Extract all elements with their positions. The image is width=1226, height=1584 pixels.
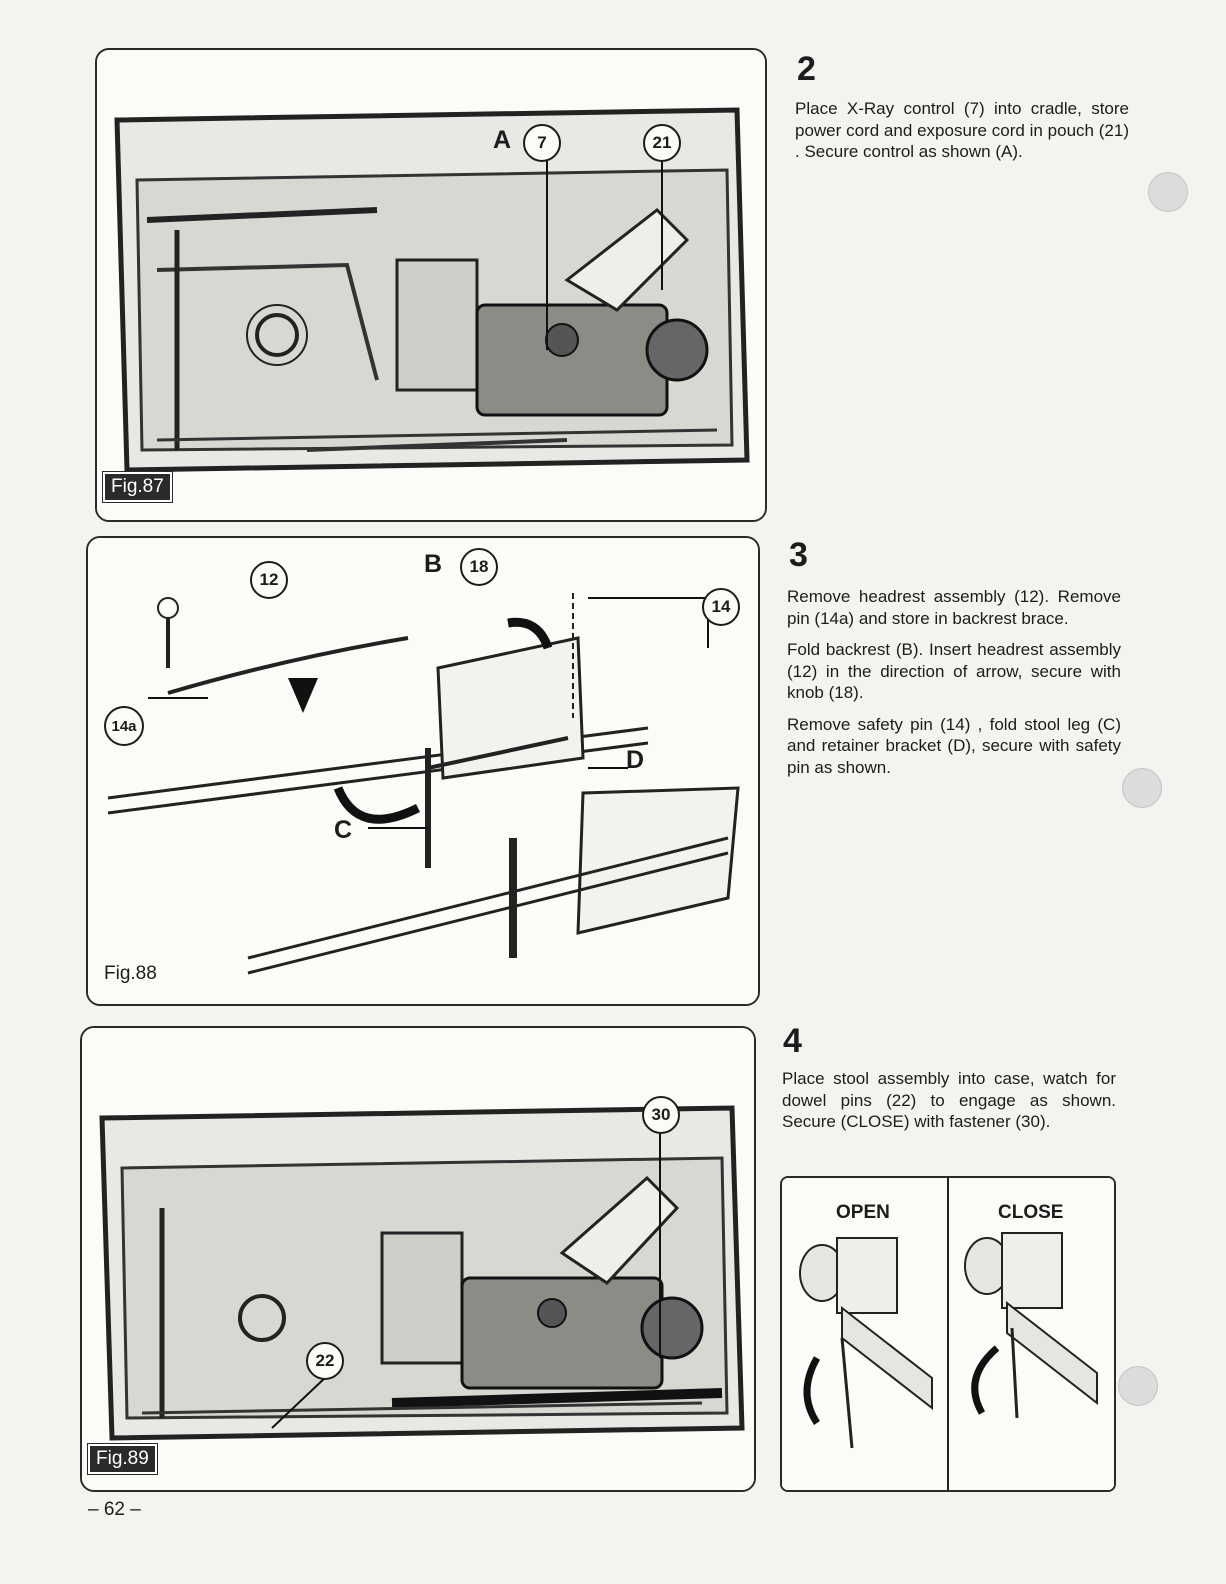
callout-14: 14 <box>702 588 740 626</box>
step-4-paragraph: Place stool assembly into case, watch for dowel pins (22) to engage as shown. Secure (CLOSE) with fastener (30). <box>782 1069 1116 1131</box>
label-D: D <box>626 746 645 774</box>
step-2-text <box>795 98 1129 173</box>
label-B: B <box>424 550 443 578</box>
callout-22: 22 <box>306 1342 344 1380</box>
step-3-number: 3 <box>789 536 808 574</box>
figure-88 <box>86 536 760 1006</box>
callout-7: 7 <box>523 124 561 162</box>
step-2-paragraph: Place X-Ray control (7) into cradle, store power cord and exposure cord in pouch (21) . Secure control as shown (A). <box>795 99 1129 161</box>
figure-88-label: Fig.88 <box>104 963 157 984</box>
binder-hole <box>1118 1366 1158 1406</box>
figure-89-label: Fig.89 <box>88 1444 157 1474</box>
fastener-inset <box>780 1176 1116 1492</box>
figure-88-drawing <box>88 538 758 1004</box>
figure-87-drawing <box>97 50 765 520</box>
close-label: CLOSE <box>998 1202 1064 1223</box>
step-4-number: 4 <box>783 1022 802 1060</box>
callout-12: 12 <box>250 561 288 599</box>
callout-14a: 14a <box>104 706 144 746</box>
binder-hole <box>1122 768 1162 808</box>
figure-89 <box>80 1026 756 1492</box>
binder-hole <box>1148 172 1188 212</box>
callout-18: 18 <box>460 548 498 586</box>
label-C: C <box>334 816 353 844</box>
step-3-paragraph-1: Remove headrest assembly (12). Remove pin (14a) and store in backrest brace. <box>787 587 1121 628</box>
step-3-paragraph-2: Fold backrest (B). Insert headrest assembly (12) in the direction of arrow, secure with knob (18). <box>787 640 1121 702</box>
callout-21: 21 <box>643 124 681 162</box>
step-2-number: 2 <box>797 50 816 88</box>
step-4-text <box>782 1068 1116 1143</box>
label-A: A <box>493 126 512 154</box>
step-3-text <box>787 586 1121 788</box>
fastener-inset-drawing <box>782 1178 1114 1490</box>
figure-87 <box>95 48 767 522</box>
figure-87-label: Fig.87 <box>103 472 172 502</box>
step-3-paragraph-3: Remove safety pin (14) , fold stool leg (C) and retainer bracket (D), secure with safety pin as shown. <box>787 714 1121 777</box>
open-label: OPEN <box>836 1202 890 1223</box>
page-number: – 62 – <box>88 1499 141 1520</box>
callout-30: 30 <box>642 1096 680 1134</box>
